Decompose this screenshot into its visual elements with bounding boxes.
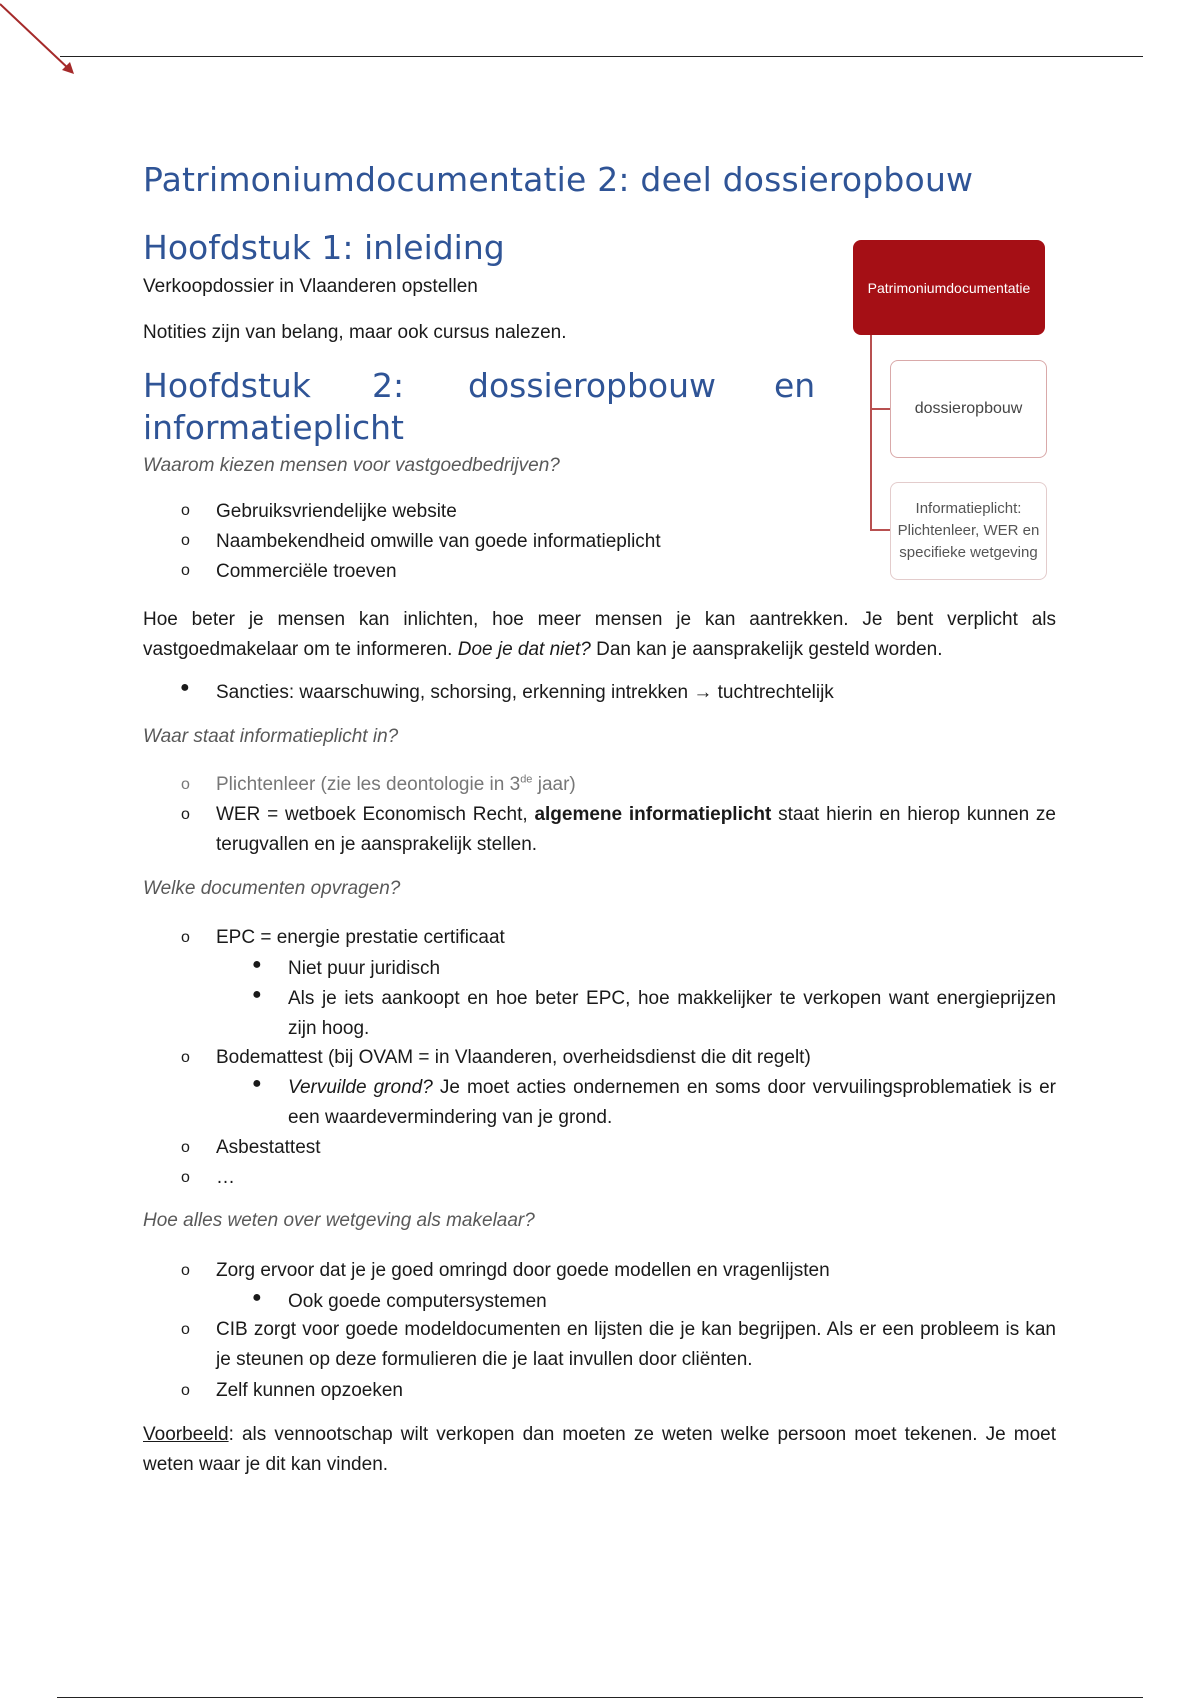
chapter2-heading-word: en	[774, 366, 816, 405]
header-rule	[60, 56, 1143, 57]
question-which-documents: Welke documenten opvragen?	[143, 878, 401, 899]
diagram-node-informatieplicht: Informatieplicht: Plichtenleer, WER en specifieke wetgeving	[890, 482, 1047, 580]
diagram-connector	[870, 529, 890, 531]
circle-bullet-icon: o	[181, 532, 190, 549]
chapter2-heading-word: Hoofdstuk	[143, 366, 311, 405]
corner-arrow-icon	[0, 0, 90, 80]
dot-bullet-icon: ●	[252, 1075, 262, 1092]
circle-bullet-icon: o	[181, 502, 190, 519]
sub-item: Vervuilde grond? Je moet acties ondernemen en soms door vervuilingsproblematiek is er een waardevermindering van je grond.	[288, 1077, 1057, 1128]
chapter2-heading-word: 2:	[372, 366, 405, 405]
footer-rule	[57, 1697, 1143, 1698]
sub-item: Ook goede computersystemen	[288, 1291, 547, 1312]
question-why-agencies: Waarom kiezen mensen voor vastgoedbedrijven?	[143, 455, 560, 476]
circle-bullet-icon: o	[181, 1382, 190, 1399]
diagram-connector	[870, 408, 890, 410]
list-item-plichtenleer: Plichtenleer (zie les deontologie in 3de jaar)	[216, 773, 576, 795]
example-paragraph: Voorbeeld: als vennootschap wilt verkopen dan moeten ze weten welke persoon moet tekenen. Je moet weten waar je dit kan vinden.	[143, 1424, 1056, 1475]
sub-item: Niet puur juridisch	[288, 958, 441, 979]
list-item: CIB zorgt voor goede modeldocumenten en lijsten die je kan begrijpen. Als er een probleem is kan je steunen op deze formulieren die je laat invullen door cliënten.	[216, 1319, 1056, 1370]
document-title: Patrimoniumdocumentatie 2: deel dossieropbouw	[143, 160, 974, 199]
circle-bullet-icon: o	[181, 562, 190, 579]
list-item: Commerciële troeven	[216, 561, 397, 582]
circle-bullet-icon: o	[181, 776, 190, 793]
chapter1-line2: Notities zijn van belang, maar ook cursus nalezen.	[143, 322, 567, 343]
diagram-connector	[870, 335, 872, 530]
dot-bullet-icon: ●	[252, 986, 262, 1003]
list-item: Naambekendheid omwille van goede informatieplicht	[216, 531, 661, 552]
dot-bullet-icon: ●	[252, 1289, 262, 1306]
question-where-informatieplicht: Waar staat informatieplicht in?	[143, 726, 399, 747]
question-legislation: Hoe alles weten over wetgeving als makelaar?	[143, 1210, 535, 1231]
list-item-wer: WER = wetboek Economisch Recht, algemene informatieplicht staat hierin en hierop kunnen ze terugvallen en je aansprakelijk stellen.	[216, 804, 1056, 855]
chapter2-heading-word: dossieropbouw	[468, 366, 717, 405]
chapter2-heading-line2: informatieplicht	[143, 408, 404, 447]
chapter1-line1: Verkoopdossier in Vlaanderen opstellen	[143, 276, 478, 297]
list-item: Zelf kunnen opzoeken	[216, 1380, 403, 1401]
chapter1-heading: Hoofdstuk 1: inleiding	[143, 228, 505, 267]
sub-item: Als je iets aankoopt en hoe beter EPC, hoe makkelijker te verkopen want energieprijzen zijn hoog.	[288, 988, 1056, 1039]
sanctions-item: Sancties: waarschuwing, schorsing, erkenning intrekken → tuchtrechtelijk	[216, 682, 834, 703]
circle-bullet-icon: o	[181, 1262, 190, 1279]
circle-bullet-icon: o	[181, 1049, 190, 1066]
diagram-node-dossieropbouw: dossieropbouw	[890, 360, 1047, 458]
dot-bullet-icon: ●	[180, 679, 190, 696]
list-item: Zorg ervoor dat je je goed omringd door goede modellen en vragenlijsten	[216, 1260, 830, 1281]
diagram-root-node: Patrimoniumdocumentatie	[853, 240, 1045, 335]
circle-bullet-icon: o	[181, 1139, 190, 1156]
list-item-asbest: Asbestattest	[216, 1137, 321, 1158]
list-item-bodemattest: Bodemattest (bij OVAM = in Vlaanderen, overheidsdienst die dit regelt)	[216, 1047, 811, 1068]
circle-bullet-icon: o	[181, 1169, 190, 1186]
dot-bullet-icon: ●	[252, 956, 262, 973]
paragraph-inform: Hoe beter je mensen kan inlichten, hoe meer mensen je kan aantrekken. Je bent verplicht als vastgoedmakelaar om te informeren. Doe je dat niet? Dan kan je aansprakelijk gesteld worden.	[143, 609, 1056, 660]
list-item: Gebruiksvriendelijke website	[216, 501, 457, 522]
list-item-epc: EPC = energie prestatie certificaat	[216, 927, 505, 948]
list-item-etc: …	[216, 1167, 235, 1188]
circle-bullet-icon: o	[181, 806, 190, 823]
circle-bullet-icon: o	[181, 1321, 190, 1338]
circle-bullet-icon: o	[181, 929, 190, 946]
